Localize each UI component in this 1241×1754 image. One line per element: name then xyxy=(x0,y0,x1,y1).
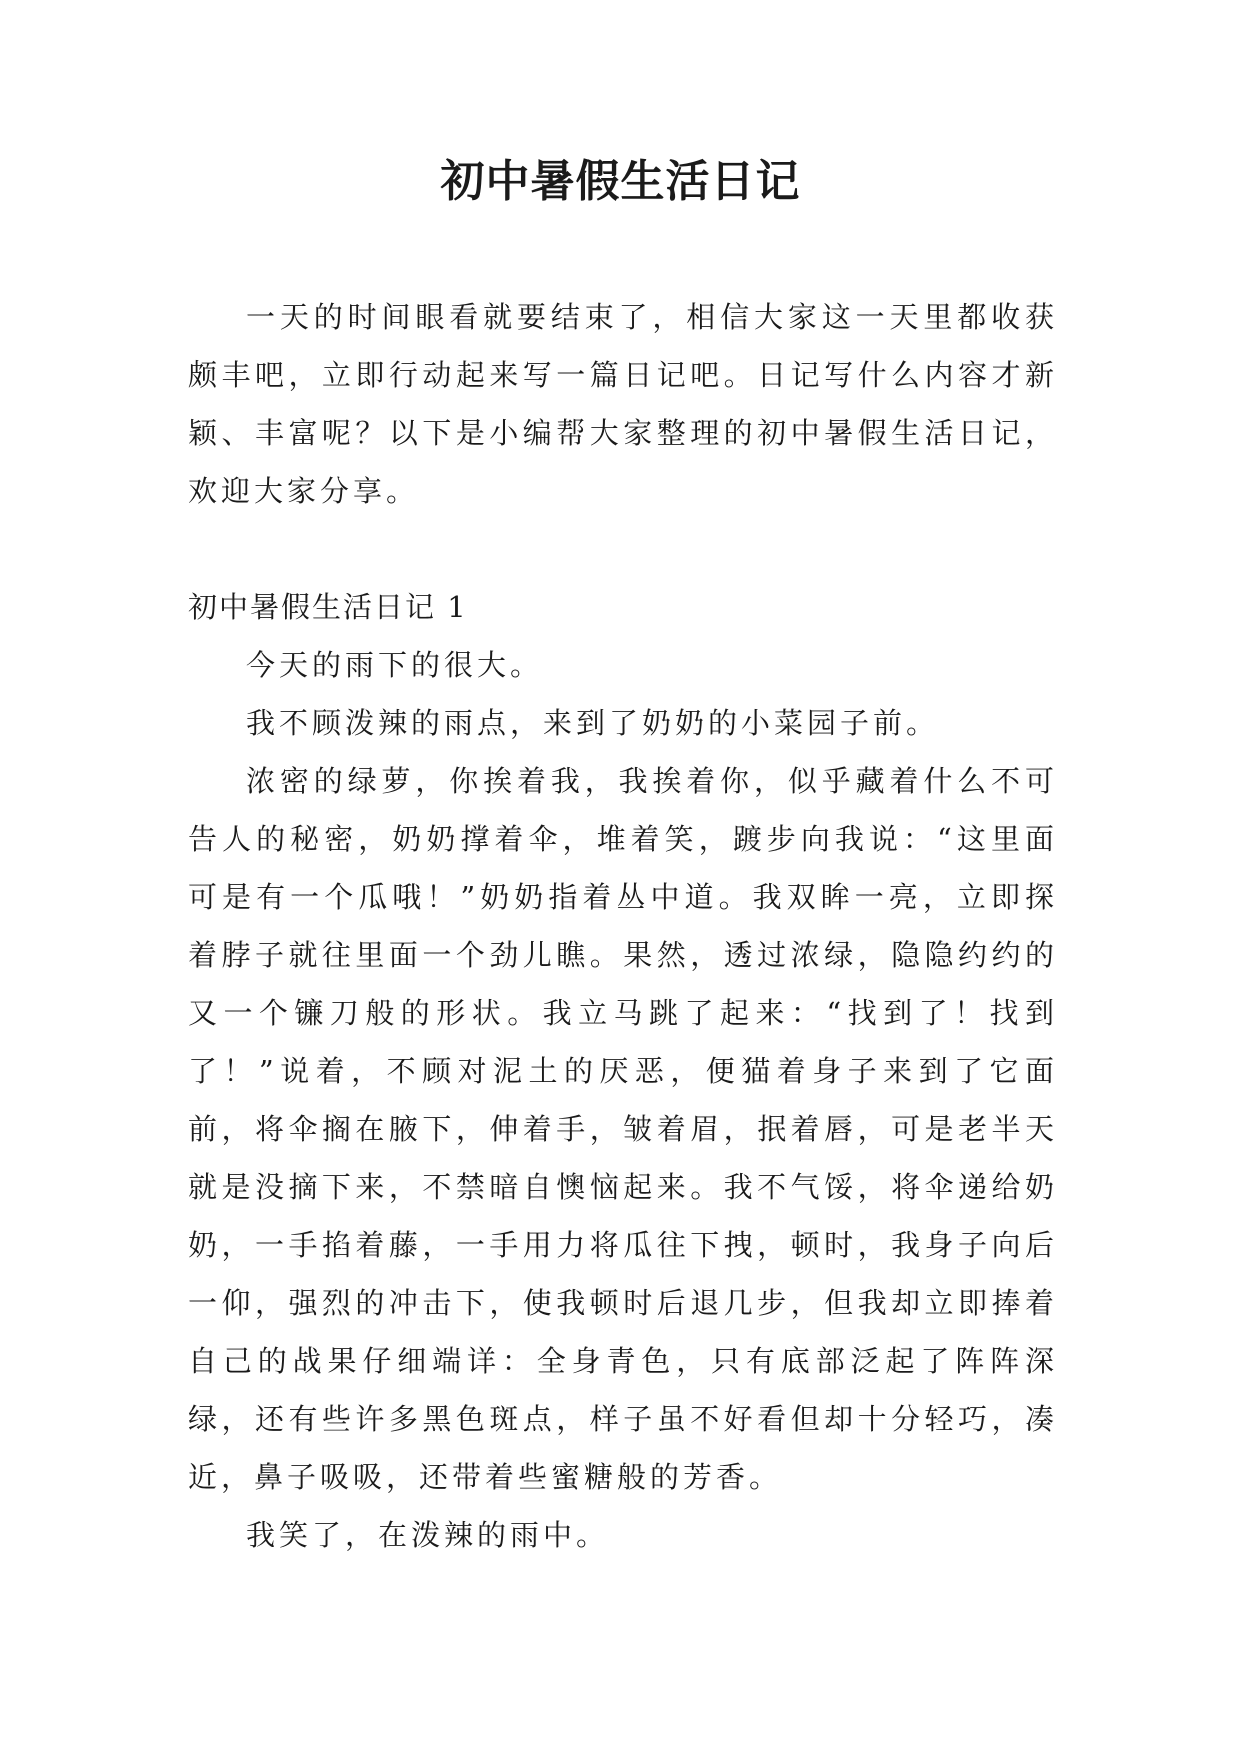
body-paragraph: 浓密的绿萝，你挨着我，我挨着你，似乎藏着什么不可告人的秘密，奶奶撑着伞，堆着笑，踱步向我说：“这里面可是有一个瓜哦！”奶奶指着丛中道。我双眸一亮，立即探着脖子就往里面一个劲儿瞧。果然，透过浓绿，隐隐约约的又一个镰刀般的形状。我立马跳了起来：“找到了！找到了！”说着，不顾对泥土的厌恶，便猫着身子来到了它面前，将伞搁在腋下，伸着手，皱着眉，抿着唇，可是老半天就是没摘下来，不禁暗自懊恼起来。我不气馁，将伞递给奶奶，一手掐着藤，一手用力将瓜往下拽，顿时，我身子向后一仰，强烈的冲击下，使我顿时后退几步，但我却立即捧着自己的战果仔细端详：全身青色，只有底部泛起了阵阵深绿，还有些许多黑色斑点，样子虽不好看但却十分轻巧，凑近，鼻子吸吸，还带着些蜜糖般的芳香。 xyxy=(188,764,1058,1494)
intro-paragraph: 一天的时间眼看就要结束了，相信大家这一天里都收获颇丰吧，立即行动起来写一篇日记吧。日记写什么内容才新颖、丰富呢？以下是小编帮大家整理的初中暑假生活日记，欢迎大家分享。 xyxy=(188,300,1058,508)
paragraph-gap xyxy=(188,520,1058,578)
body-paragraph: 我笑了，在泼辣的雨中。 xyxy=(246,1518,610,1552)
document-title: 初中暑假生活日记 xyxy=(440,156,801,207)
body-paragraph: 今天的雨下的很大。 xyxy=(246,648,544,682)
document-body xyxy=(188,288,1058,1564)
body-paragraph: 我不顾泼辣的雨点，来到了奶奶的小菜园子前。 xyxy=(246,706,940,740)
section-heading: 初中暑假生活日记 1 xyxy=(188,590,468,624)
